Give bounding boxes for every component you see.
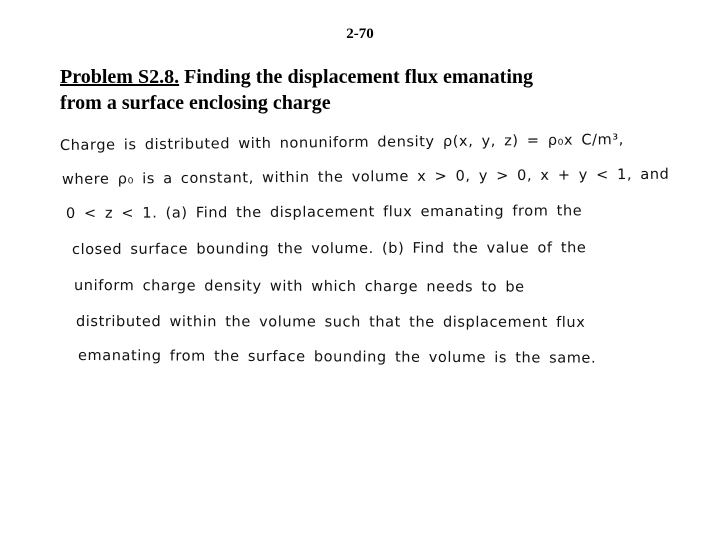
problem-title bbox=[60, 64, 700, 116]
handwritten-line-6: distributed within the volume such that the displacement flux bbox=[75, 314, 586, 331]
problem-label: Problem S2.8. bbox=[60, 66, 180, 88]
handwritten-line-2: where ρ₀ is a constant, within the volume x > 0, y > 0, x + y < 1, and bbox=[61, 166, 670, 188]
handwritten-line-4: closed surface bounding the volume. (b) Find the value of the bbox=[71, 240, 587, 258]
handwritten-line-7: emanating from the surface bounding the volume is the same. bbox=[77, 348, 597, 367]
handwritten-line-3: 0 < z < 1. (a) Find the displacement flux emanating from the bbox=[65, 203, 583, 222]
handwritten-line-5: uniform charge density with which charge needs to be bbox=[73, 278, 525, 296]
problem-title-text-line2: from a surface enclosing charge bbox=[60, 92, 331, 114]
handwritten-line-1: Charge is distributed with nonuniform density ρ(x, y, z) = ρ₀x C/m³, bbox=[59, 132, 625, 154]
page-number: 2-70 bbox=[346, 26, 374, 42]
problem-title-text-line1: Finding the displacement flux emanating bbox=[179, 66, 533, 88]
